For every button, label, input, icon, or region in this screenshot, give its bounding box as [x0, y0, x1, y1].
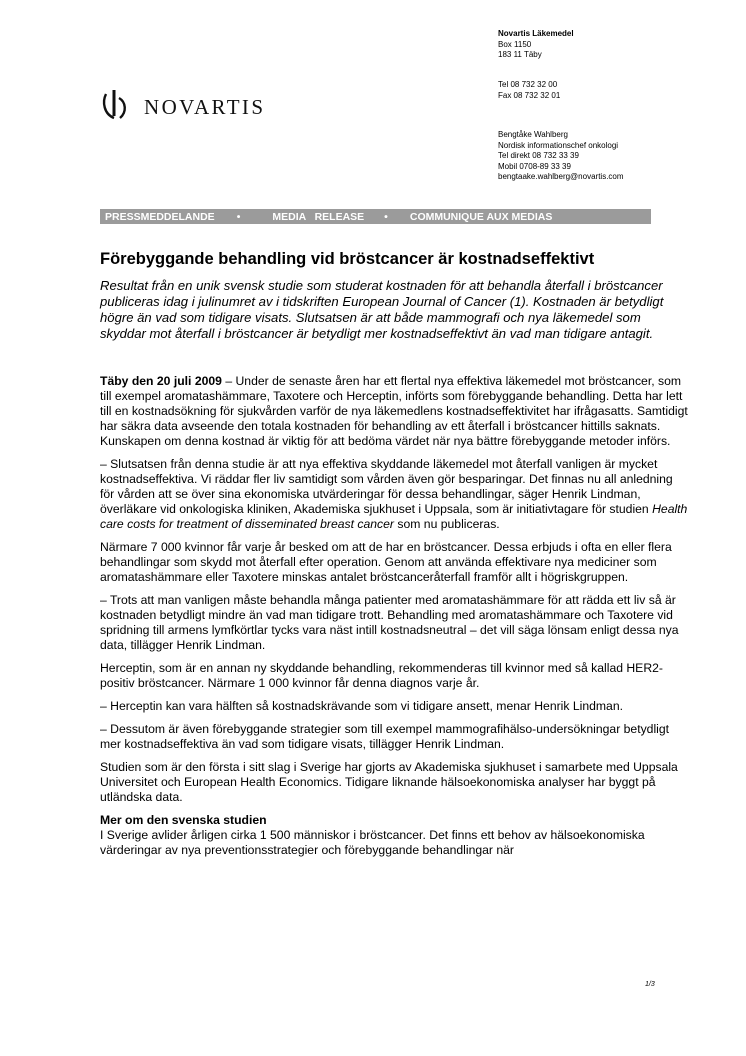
paragraph: – Trots att man vanligen måste behandla många patienter med aromatashämmare för att rädda ett liv så är kostnaden betydligt mindre än vad man tidigare trott. Behandling med aromatashämmare och Taxotere vid spridning till armens lymfkörtlar tycks vara näst intill kostnadsneutral – det vill säga lönsam enligt dessa nya data, tillägger Henrik Lindman. — [100, 593, 679, 652]
subheading: Mer om den svenska studien — [100, 813, 267, 827]
company-address — [498, 29, 574, 61]
banner-label-sv: PRESSMEDDELANDE — [105, 210, 215, 223]
lead-paragraph: Resultat från en unik svensk studie som studerat kostnaden för att behandla återfall i bröstcancer publiceras idag i julinumret av i tidskriften European Journal of Cancer (1). Kostnaden är betydligt högre än vad som tidigare visats. Slutsatsen är att både mammografi och nya läkemedel som skyddar mot återfall i bröstcancer är betydligt mer kostnadseffektivt än vad man tidigare antagit. — [100, 278, 664, 341]
contact-role: Nordisk informationschef onkologi — [498, 140, 619, 150]
novartis-flame-icon — [100, 88, 138, 122]
contact-email: bengtaake.wahlberg@novartis.com — [498, 172, 624, 181]
paragraph: Närmare 7 000 kvinnor får varje år besked om att de har en bröstcancer. Dessa erbjuds i ofta en eller flera behandlingar som skydd mot återfall efter operation. Genom att använda effektivare nya mediciner som aromatashämmare eller Taxotere minskas antalet bröstcanceråterfall framför allt i högriskgruppen. — [100, 540, 672, 584]
phone: Tel 08 732 32 00 — [498, 80, 558, 89]
paragraph: – Herceptin kan vara hälften så kostnadskrävande som vi tidigare ansett, menar Henrik Lindman. — [100, 699, 623, 713]
novartis-logo — [100, 88, 265, 122]
article-body — [100, 374, 690, 866]
contact-mobile: Mobil 0708-89 33 39 — [498, 161, 571, 171]
dateline: Täby den 20 juli 2009 — [100, 374, 222, 388]
paragraph-text: – Under de senaste åren har ett flertal nya effektiva läkemedel mot bröstcancer, som till exempel aromatashämmare, Taxotere och Herceptin, införts som förebyggande behandling. Detta har lett till en kostnadsökning för sjukvården varför de nya läkemedlens kostnadseffektivitet har ifrågasatts. Samtidigt har säkra data avseende den totala kostnaden för behandling av ett återfall i bröstcancer hittills saknats. Kunskapen om denna kostnad är viktig för att bedöma värdet när nya bättre förebyggande metoder införs. — [100, 374, 688, 448]
paragraph-text: – Slutsatsen från denna studie är att nya effektiva skyddande läkemedel mot återfall vanligen är mycket kostnadseffektiva. Vi räddar fler liv samtidigt som vården även gör besparingar. Det finnas nu all anledning för vården att se över sina ekonomiska utvärderingar för dessa behandlingar, säger Henrik Lindman, överläkare vid onkologiska kliniken, Akademiska sjukhuset i Uppsala, som är initiativtagare för studien — [100, 457, 673, 516]
paragraph: Herceptin, som är en annan ny skyddande behandling, rekommenderas till kvinnor med så kallad HER2-positiv bröstcancer. Närmare 1 000 kvinnor får denna diagnos varje år. — [100, 661, 663, 690]
address-line-1: Box 1150 — [498, 39, 532, 49]
brand-name: NOVARTIS — [144, 94, 266, 119]
address-line-2: 183 11 Täby — [498, 50, 542, 59]
contact-person — [498, 130, 624, 183]
paragraph — [100, 457, 690, 532]
study-title: Health care costs for treatment of disseminated breast cancer — [100, 502, 688, 531]
headline: Förebyggande behandling vid bröstcancer är kostnadseffektivt — [100, 250, 595, 268]
paragraph-text: som nu publiceras. — [394, 517, 500, 531]
release-banner — [100, 209, 651, 224]
company-phone — [498, 80, 560, 101]
paragraph: – Dessutom är även förebyggande strategier som till exempel mammografihälso-undersökningar betydligt mer kostnadseffektiva än vad som tidigare visats, tillägger Henrik Lindman. — [100, 722, 670, 751]
paragraph — [100, 374, 690, 449]
paragraph: I Sverige avlider årligen cirka 1 500 människor i bröstcancer. Det finns ett behov av hälsoekonomiska värderingar av nya preventionsstrategier och förebyggande behandlingar när — [100, 828, 645, 857]
contact-name: Bengtåke Wahlberg — [498, 130, 568, 139]
fax: Fax 08 732 32 01 — [498, 90, 561, 100]
banner-label-fr: COMMUNIQUE AUX MEDIAS — [409, 210, 553, 223]
banner-bullet: • — [384, 210, 388, 223]
banner-label-en: MEDIA RELEASE — [272, 210, 365, 223]
company-name: Novartis Läkemedel — [498, 29, 574, 38]
page-number: 1/3 — [645, 981, 655, 988]
paragraph: Studien som är den första i sitt slag i Sverige har gjorts av Akademiska sjukhuset i samarbete med Uppsala Universitet och European Health Economics. Tidigare liknande hälsoekonomiska analyser har byggt på utländska data. — [100, 760, 678, 804]
banner-bullet: • — [236, 210, 241, 223]
contact-direct: Tel direkt 08 732 33 39 — [498, 151, 579, 160]
